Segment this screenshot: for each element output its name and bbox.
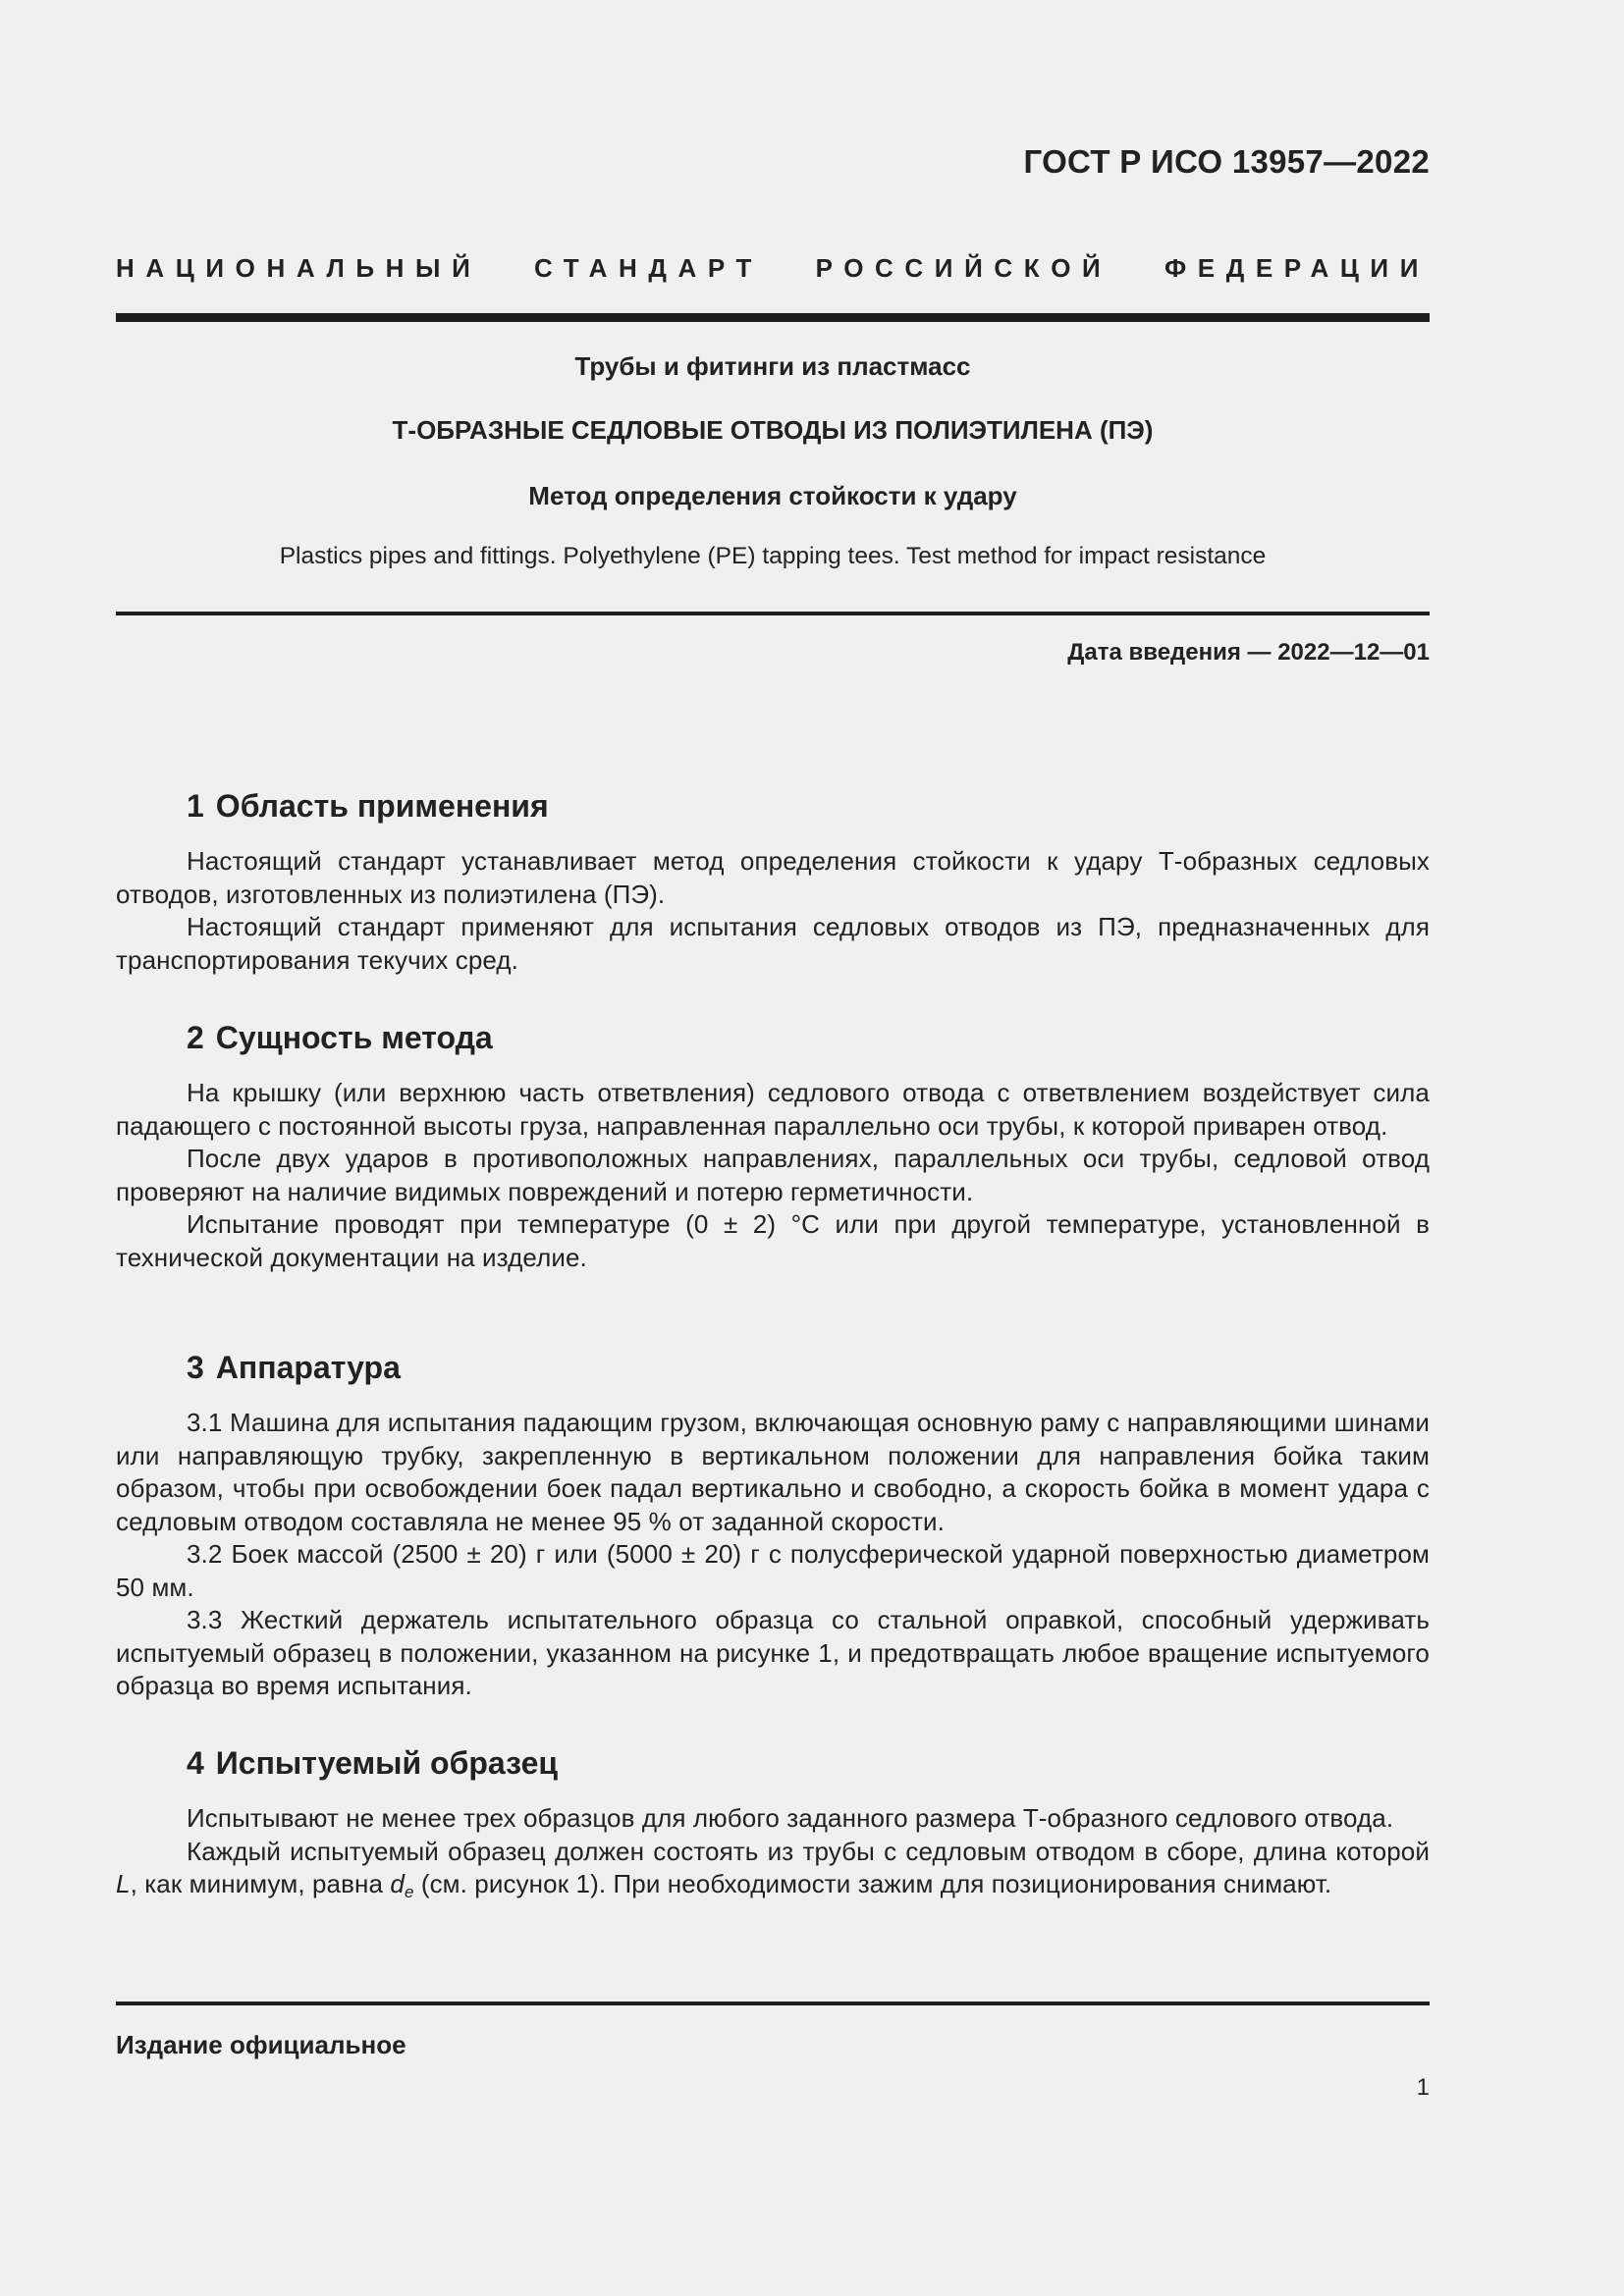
paragraph: Испытание проводят при температуре (0 ± 2) °С или при другой температуре, установленной в технической документации на изделие. — [116, 1209, 1430, 1272]
section-title: Область применения — [215, 788, 549, 824]
paragraph: Настоящий стандарт устанавливает метод определения стойкости к удару Т-образных седловых отводов, изготовленных из полиэтилена (ПЭ). — [116, 846, 1430, 909]
section-number: 3 — [187, 1350, 204, 1385]
section-number: 4 — [187, 1745, 204, 1781]
paragraph: Настоящий стандарт применяют для испытания седловых отводов из ПЭ, предназначенных для транспортирования текучих сред. — [116, 912, 1430, 975]
page-number: 1 — [1416, 2074, 1430, 2101]
paragraph: 3.2 Боек массой (2500 ± 20) г или (5000 ± 20) г с полусферической ударной поверхностью диаметром 50 мм. — [116, 1539, 1430, 1602]
section-principle — [116, 1018, 1430, 1274]
national-standard-text: НАЦИОНАЛЬНЫЙ СТАНДАРТ РОССИЙСКОЙ ФЕДЕРАЦИИ — [116, 253, 1430, 283]
section-heading — [116, 1018, 1430, 1057]
introduction-date: Дата введения — 2022—12—01 — [1067, 639, 1430, 666]
symbol-d: d — [390, 1869, 405, 1898]
header-thick-rule — [116, 313, 1430, 322]
title-method: Метод определения стойкости к удару — [528, 481, 1017, 510]
edition-label: Издание официальное — [116, 2030, 406, 2059]
section-heading — [116, 1348, 1430, 1387]
section-heading — [116, 786, 1430, 826]
national-standard-banner — [116, 253, 1430, 284]
paragraph: На крышку (или верхнюю часть ответвления) седлового отвода с ответвлением воздействует сила падающего с постоянной высоты груза, направленная параллельно оси трубы, к которой приварен отвод. — [116, 1078, 1430, 1141]
document-code: ГОСТ Р ИСО 13957—2022 — [1023, 143, 1430, 180]
paragraph: Испытывают не менее трех образцов для любого заданного размера Т-образного седлового отвода. — [187, 1803, 1394, 1833]
section-scope — [116, 786, 1430, 977]
section-number: 2 — [187, 1020, 204, 1055]
title-bottom-rule — [116, 612, 1430, 615]
footer-rule — [116, 2002, 1430, 2005]
title-main: Т-ОБРАЗНЫЕ СЕДЛОВЫЕ ОТВОДЫ ИЗ ПОЛИЭТИЛЕНА (ПЭ) — [392, 415, 1154, 445]
paragraph: После двух ударов в противоположных направлениях, параллельных оси трубы, седловой отвод проверяют на наличие видимых повреждений и потерю герметичности. — [116, 1144, 1430, 1206]
paragraph: Каждый испытуемый образец должен состоять из трубы с седловым отводом в сборе, длина которой L, как минимум, равна $d_e$ (см. рисунок 1). При необходимости зажим для позиционирования снимают. — [116, 1836, 1430, 1901]
symbol-L: L — [116, 1869, 131, 1898]
section-apparatus — [116, 1348, 1430, 1703]
paragraph: 3.3 Жесткий держатель испытательного образца со стальной оправкой, способный удерживать испытуемый образец в положении, указанном на рисунке 1, и предотвращать любое вращение испытуемого образца во время испытания. — [116, 1605, 1430, 1700]
section-test-specimen — [116, 1743, 1430, 1909]
symbol-d-subscript: e — [404, 1883, 414, 1901]
section-title: Аппаратура — [215, 1350, 401, 1385]
section-title: Испытуемый образец — [215, 1745, 559, 1781]
title-english: Plastics pipes and fittings. Polyethylene (PE) tapping tees. Test method for impact resistance — [279, 543, 1267, 569]
paragraph: 3.1 Машина для испытания падающим грузом, включающая основную раму с направляющими шинами или направляющую трубку, закрепленную в вертикальном положении для направления бойка таким образом, чтобы при освобождении боек падал вертикально и свободно, а скорость бойка в момент удара с седловым отводом составляла не менее 95 % от заданной скорости. — [116, 1408, 1430, 1536]
section-heading — [116, 1743, 1430, 1783]
section-number: 1 — [187, 788, 204, 824]
section-title: Сущность метода — [215, 1020, 493, 1055]
title-category: Трубы и фитинги из пластмасс — [574, 351, 971, 381]
